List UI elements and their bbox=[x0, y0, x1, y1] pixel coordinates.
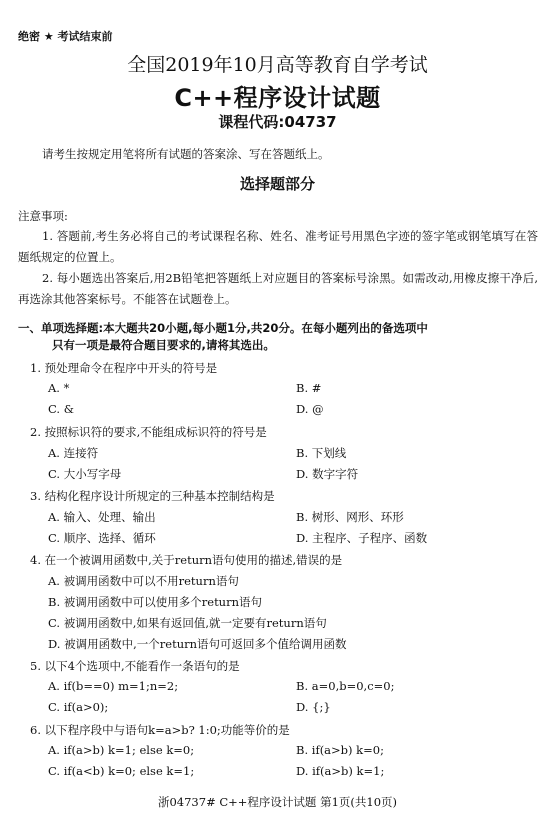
secret-mark: 绝密 ★ 考试结束前 bbox=[18, 30, 113, 43]
question-3-option-a: A. 输入、处理、输出 bbox=[48, 510, 156, 524]
part-heading-line1: 一、单项选择题:本大题共20小题,每小题1分,共20分。在每小题列出的备选项中 bbox=[18, 321, 428, 335]
part-heading bbox=[18, 320, 538, 354]
question-3-option-d: D. 主程序、子程序、函数 bbox=[296, 531, 428, 545]
course-code: 课程代码:04737 bbox=[218, 113, 337, 131]
question-3-option-b: B. 树形、网形、环形 bbox=[296, 510, 404, 524]
question-4-stem: 4. 在一个被调用函数中,关于return语句使用的描述,错误的是 bbox=[30, 553, 343, 567]
question-4-option-d: D. 被调用函数中,一个return语句可返回多个值给调用函数 bbox=[48, 637, 347, 651]
question-1-stem: 1. 预处理命令在程序中开头的符号是 bbox=[30, 361, 218, 375]
question-5-option-a: A. if(b==0) m=1;n=2; bbox=[48, 679, 179, 693]
question-4-option-c: C. 被调用函数中,如果有返回值,就一定要有return语句 bbox=[48, 616, 327, 630]
question-6-option-b: B. if(a>b) k=0; bbox=[296, 743, 384, 757]
question-2-option-b: B. 下划线 bbox=[296, 446, 347, 460]
part-heading-line2: 只有一项是最符合题目要求的,请将其选出。 bbox=[52, 338, 275, 352]
section-title: 选择题部分 bbox=[239, 175, 315, 193]
question-5-option-c: C. if(a>0); bbox=[48, 700, 109, 714]
exam-title: 全国2019年10月高等教育自学考试 bbox=[127, 54, 428, 76]
question-6-option-a: A. if(a>b) k=1; else k=0; bbox=[48, 743, 195, 757]
question-6-option-d: D. if(a>b) k=1; bbox=[296, 764, 385, 778]
question-2-stem: 2. 按照标识符的要求,不能组成标识符的符号是 bbox=[30, 425, 267, 439]
question-2-option-c: C. 大小写字母 bbox=[48, 467, 122, 481]
question-3-stem: 3. 结构化程序设计所规定的三种基本控制结构是 bbox=[30, 489, 275, 503]
question-3-option-c: C. 顺序、选择、循环 bbox=[48, 531, 156, 545]
question-1-option-a: A. * bbox=[48, 381, 70, 395]
question-2-option-a: A. 连接符 bbox=[48, 446, 99, 460]
subject-title: C++程序设计试题 bbox=[174, 84, 381, 112]
notes-heading: 注意事项: bbox=[18, 209, 68, 223]
question-6-stem: 6. 以下程序段中与语句k=a>b? 1:0;功能等价的是 bbox=[30, 723, 290, 737]
question-1-option-b: B. # bbox=[296, 381, 322, 395]
question-1-option-c: C. & bbox=[48, 402, 74, 416]
question-1-option-d: D. @ bbox=[296, 402, 324, 416]
question-5-option-d: D. {;} bbox=[296, 700, 331, 714]
answer-instruction: 请考生按规定用笔将所有试题的答案涂、写在答题纸上。 bbox=[42, 147, 330, 161]
page-footer: 浙04737# C++程序设计试题 第1页(共10页) bbox=[157, 795, 398, 809]
question-5-option-b: B. a=0,b=0,c=0; bbox=[296, 679, 395, 693]
question-4-option-b: B. 被调用函数中可以使用多个return语句 bbox=[48, 595, 262, 609]
note-item-1: 1. 答题前,考生务必将自己的考试课程名称、姓名、准考证号用黑色字迹的签字笔或钢笔填写在答题纸规定的位置上。 bbox=[18, 229, 538, 264]
question-2-option-d: D. 数字字符 bbox=[296, 467, 359, 481]
question-6-option-c: C. if(a<b) k=0; else k=1; bbox=[48, 764, 195, 778]
question-4-option-a: A. 被调用函数中可以不用return语句 bbox=[48, 574, 239, 588]
note-item-2: 2. 每小题选出答案后,用2B铅笔把答题纸上对应题目的答案标号涂黑。如需改动,用橡皮擦干净后,再选涂其他答案标号。不能答在试题卷上。 bbox=[18, 271, 538, 306]
question-5-stem: 5. 以下4个选项中,不能看作一条语句的是 bbox=[30, 659, 240, 673]
